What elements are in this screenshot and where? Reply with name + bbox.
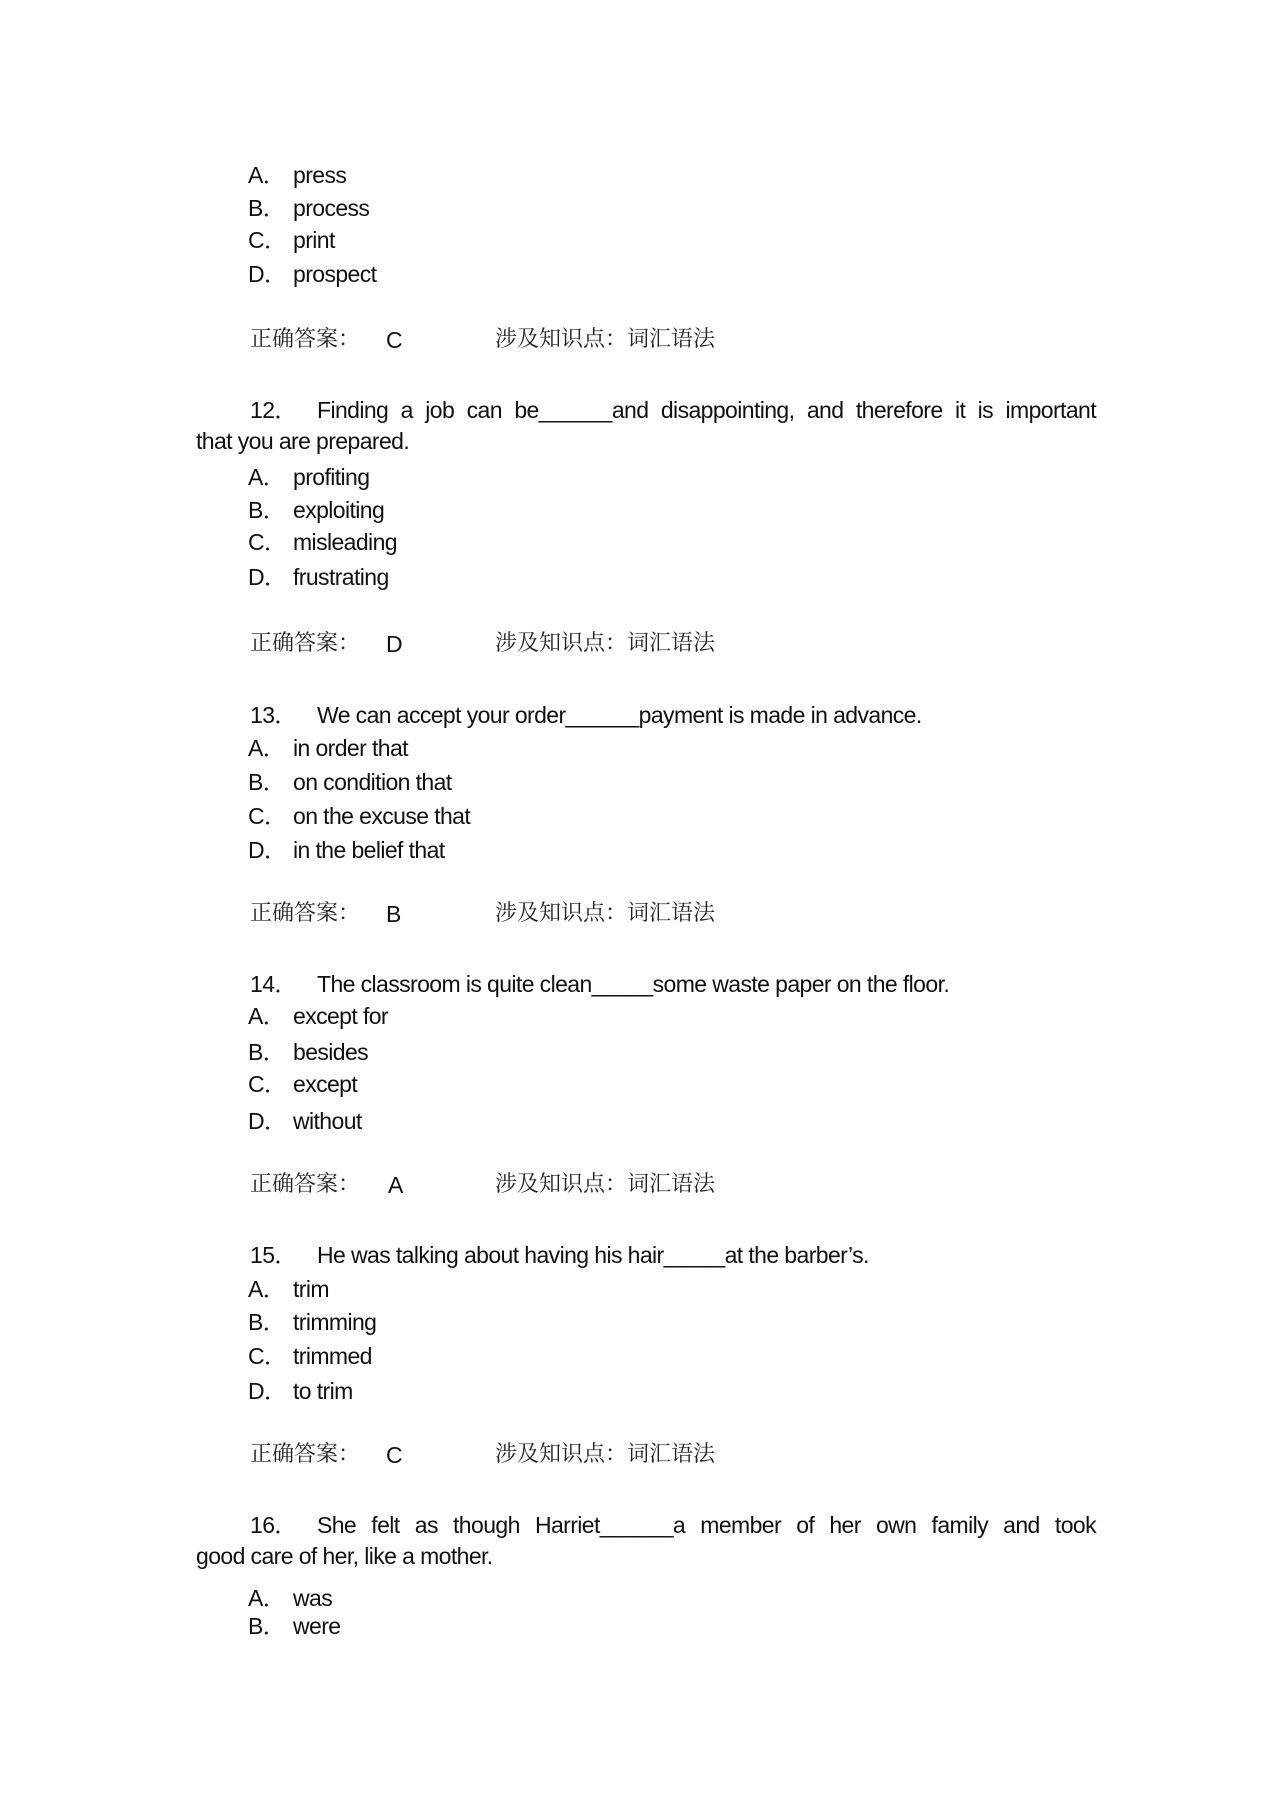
answer-label: 正确答案：: [250, 327, 361, 352]
question-text-continued: that you are prepared.: [196, 428, 410, 454]
option-letter: D．: [248, 564, 287, 590]
topic-label: 涉及知识点：词汇语法: [495, 1442, 716, 1467]
option-text: prospect: [293, 261, 377, 287]
question-text: She felt as though Harriet______a member of her own family and took: [317, 1512, 1096, 1538]
question-number: 15．: [250, 1242, 297, 1268]
option-letter: B．: [248, 1039, 286, 1065]
answer-label: 正确答案：: [250, 631, 361, 656]
option-letter: A．: [248, 1276, 286, 1302]
option-text: process: [293, 195, 370, 221]
option-letter: D．: [248, 1108, 287, 1134]
topic-label: 涉及知识点：词汇语法: [495, 1172, 716, 1197]
option-text: profiting: [293, 464, 370, 490]
option-text: was: [293, 1585, 333, 1611]
question-text: We can accept your order______payment is made in advance.: [317, 702, 922, 728]
question-number: 16．: [250, 1512, 297, 1538]
question-text: He was talking about having his hair_____at the barber’s.: [317, 1242, 869, 1268]
option-text: in order that: [293, 735, 408, 761]
option-text: frustrating: [293, 564, 389, 590]
option-letter: A．: [248, 735, 286, 761]
answer-value: C: [386, 1442, 403, 1468]
option-text: besides: [293, 1039, 369, 1065]
answer-label: 正确答案：: [250, 901, 361, 926]
question-text: Finding a job can be______and disappointing, and therefore it is important: [317, 397, 1096, 423]
answer-label: 正确答案：: [250, 1172, 361, 1197]
option-text: trimming: [293, 1309, 377, 1335]
option-letter: C．: [248, 529, 287, 555]
answer-value: D: [386, 631, 403, 657]
option-letter: C．: [248, 803, 287, 829]
option-letter: A．: [248, 1585, 286, 1611]
option-letter: B．: [248, 1613, 286, 1639]
option-letter: C．: [248, 1343, 287, 1369]
answer-value: B: [386, 901, 401, 927]
option-text: print: [293, 227, 335, 253]
option-letter: C．: [248, 1071, 287, 1097]
answer-value: C: [386, 327, 403, 353]
option-text: were: [293, 1613, 341, 1639]
question-number: 13．: [250, 702, 297, 728]
option-letter: A．: [248, 464, 286, 490]
option-letter: B．: [248, 1309, 286, 1335]
option-text: without: [293, 1108, 362, 1134]
topic-label: 涉及知识点：词汇语法: [495, 327, 716, 352]
option-letter: B．: [248, 497, 286, 523]
option-letter: D．: [248, 261, 287, 287]
option-text: on condition that: [293, 769, 452, 795]
option-text: misleading: [293, 529, 397, 555]
option-text: trimmed: [293, 1343, 372, 1369]
question-number: 12．: [250, 397, 297, 423]
question-text: The classroom is quite clean_____some waste paper on the floor.: [317, 971, 950, 997]
topic-label: 涉及知识点：词汇语法: [495, 901, 716, 926]
option-text: on the excuse that: [293, 803, 471, 829]
option-text: exploiting: [293, 497, 385, 523]
topic-label: 涉及知识点：词汇语法: [495, 631, 716, 656]
option-letter: A．: [248, 1003, 286, 1029]
option-text: except for: [293, 1003, 388, 1029]
question-number: 14．: [250, 971, 297, 997]
option-letter: B．: [248, 769, 286, 795]
question-text-continued: good care of her, like a mother.: [196, 1543, 493, 1569]
option-text: trim: [293, 1276, 329, 1302]
answer-value: A: [388, 1172, 403, 1198]
option-text: except: [293, 1071, 358, 1097]
option-text: in the belief that: [293, 837, 445, 863]
option-text: press: [293, 162, 347, 188]
option-letter: D．: [248, 837, 287, 863]
option-letter: A．: [248, 162, 286, 188]
option-letter: C．: [248, 227, 287, 253]
option-text: to trim: [293, 1378, 353, 1404]
option-letter: B．: [248, 195, 286, 221]
option-letter: D．: [248, 1378, 287, 1404]
answer-label: 正确答案：: [250, 1442, 361, 1467]
